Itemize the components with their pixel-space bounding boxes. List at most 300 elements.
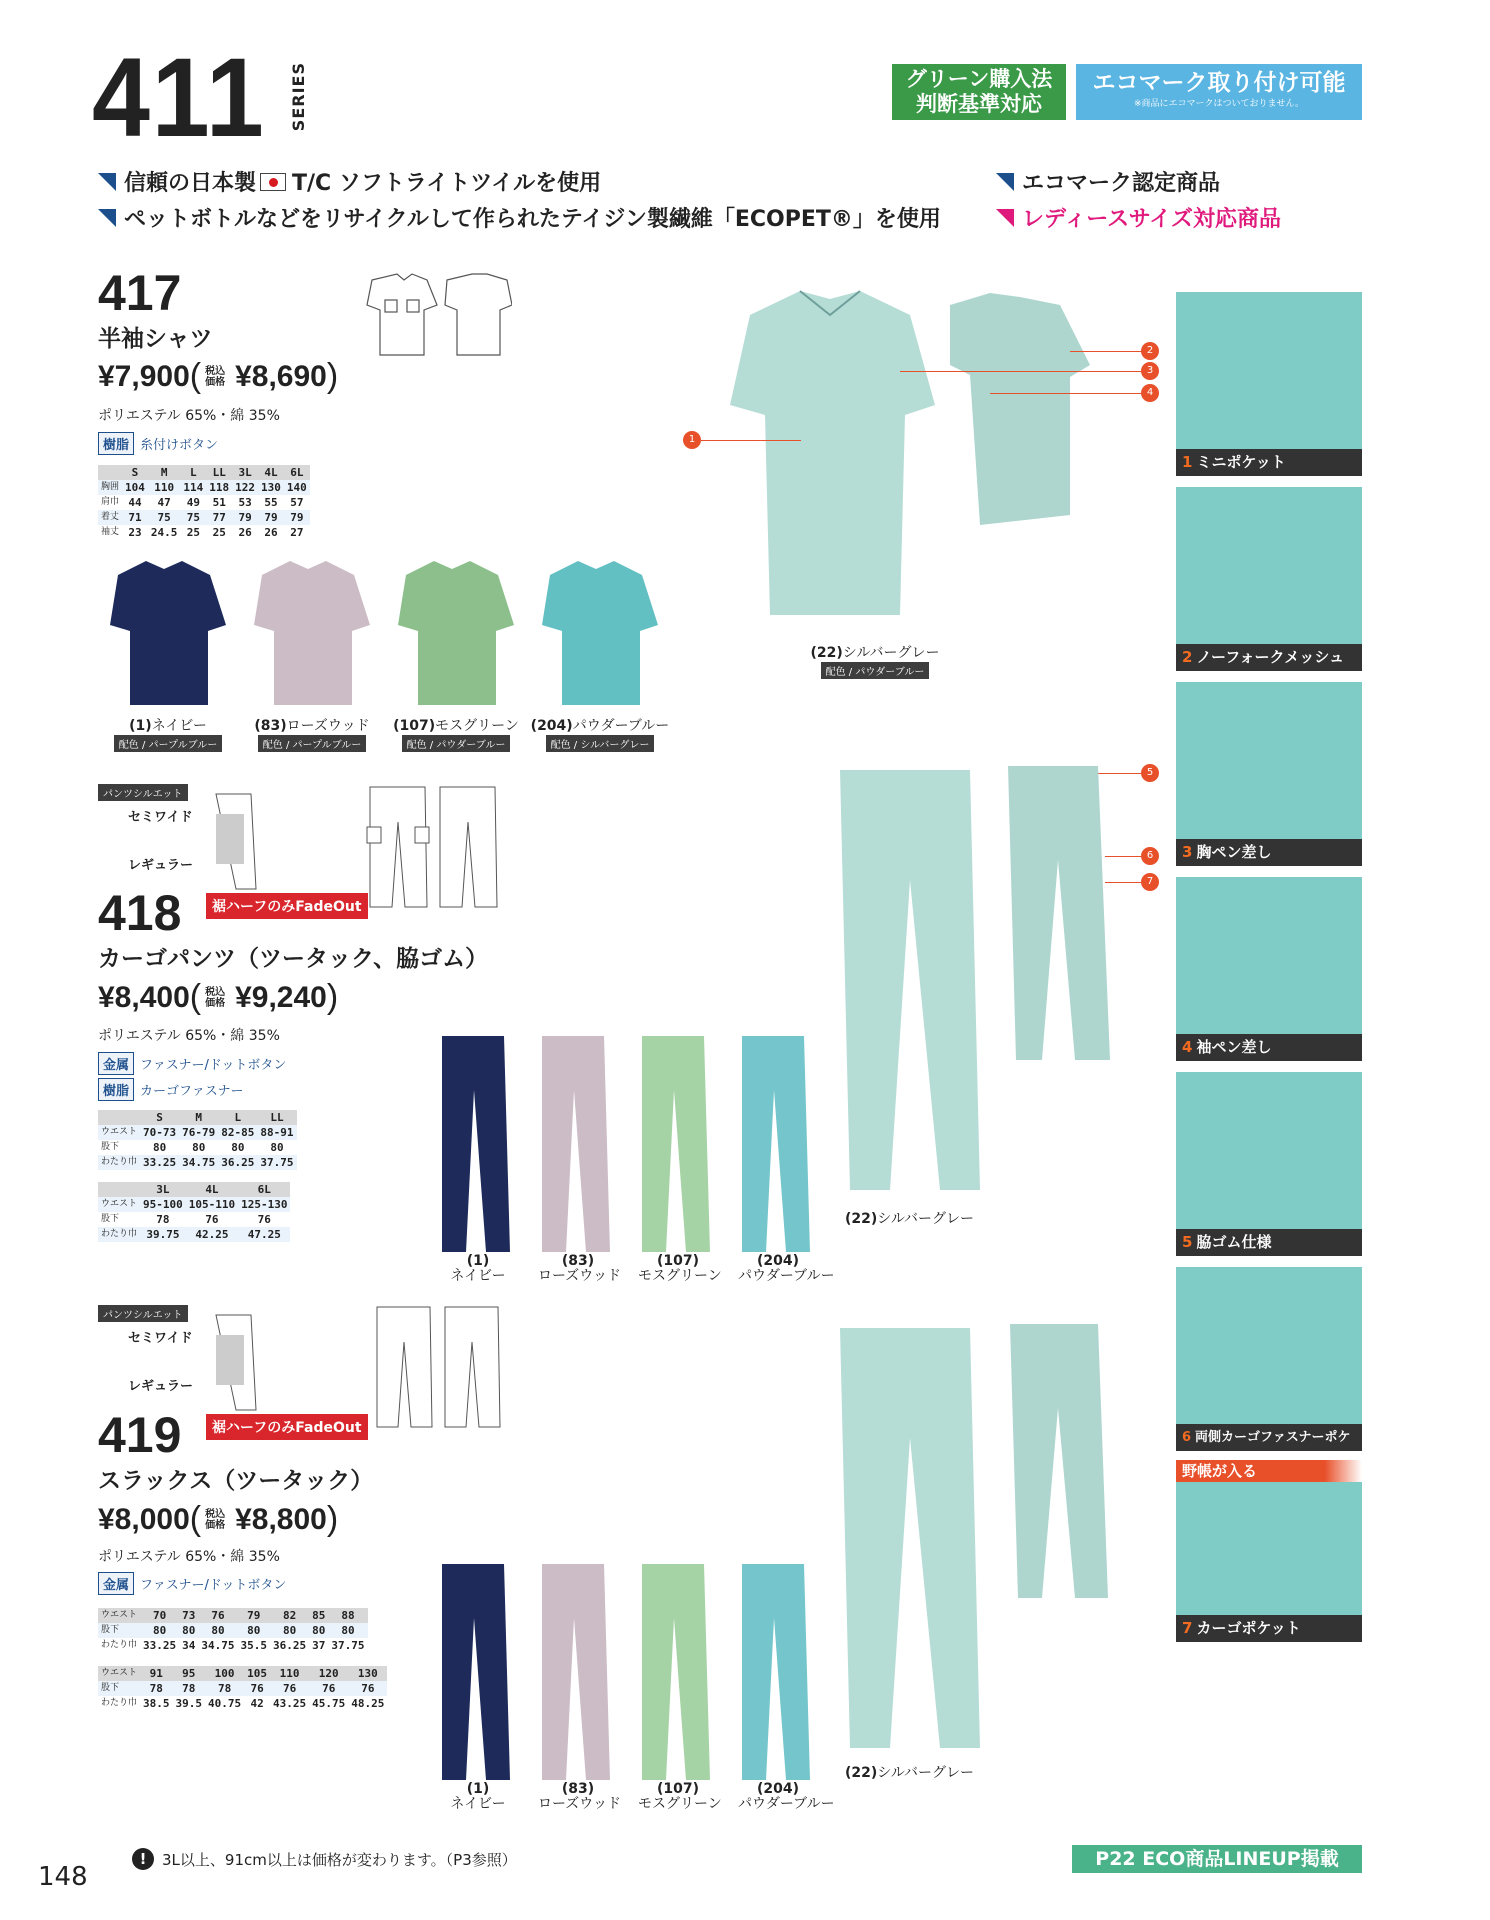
cell: 42.25 bbox=[186, 1227, 238, 1242]
cell: 130 bbox=[348, 1666, 387, 1681]
feature-text: T/C ソフトライトツイルを使用 bbox=[292, 171, 602, 196]
cell: 105 bbox=[244, 1666, 270, 1681]
cell: S bbox=[140, 1110, 179, 1125]
silhouette-regular: レギュラー bbox=[128, 1379, 194, 1394]
color-code: (83) bbox=[561, 1781, 595, 1797]
callout-5: 5 bbox=[1141, 764, 1159, 782]
cell: 114 bbox=[180, 480, 206, 495]
cell: 80 bbox=[198, 1623, 237, 1638]
pants418-color-3 bbox=[638, 1253, 722, 1284]
cell: 78 bbox=[205, 1681, 244, 1696]
table-row bbox=[98, 1182, 290, 1197]
cell: 80 bbox=[309, 1623, 328, 1638]
color-code: (204) bbox=[756, 1781, 800, 1797]
tag-label: 樹脂 bbox=[98, 432, 134, 455]
feature-text: エコマーク認定商品 bbox=[1022, 171, 1221, 196]
pants418-color-4 bbox=[738, 1253, 835, 1284]
price-base: ¥7,900 bbox=[98, 359, 190, 393]
cell: 36.25 bbox=[273, 1639, 307, 1652]
cell: 股下 bbox=[98, 1140, 140, 1155]
product-419-tag-1 bbox=[98, 1572, 286, 1595]
cell: 38.5 bbox=[143, 1697, 170, 1710]
cell: 76 bbox=[205, 1213, 219, 1226]
cell: わたり巾 bbox=[98, 1638, 140, 1653]
product-417-tag bbox=[98, 432, 218, 455]
callout-line bbox=[900, 371, 1141, 372]
color-code: (22) bbox=[845, 1211, 878, 1227]
fadeout-tag-419: 裾ハーフのみFadeOut bbox=[206, 1414, 368, 1440]
main-color-418 bbox=[845, 1208, 1015, 1228]
color-code: (1) bbox=[466, 1781, 490, 1797]
cell: 34.75 bbox=[179, 1155, 218, 1170]
series-label: SERIES bbox=[289, 62, 308, 132]
cell: 4L bbox=[186, 1182, 238, 1197]
cell: 80 bbox=[152, 1141, 167, 1154]
color-name: シルバーグレー bbox=[842, 645, 940, 661]
price-tax: ¥8,690 bbox=[235, 359, 327, 393]
cell: 40.75 bbox=[208, 1697, 242, 1710]
tag-text: カーゴファスナー bbox=[140, 1084, 244, 1099]
product-417-name: 半袖シャツ bbox=[98, 326, 213, 352]
cell: 45.75 bbox=[312, 1697, 346, 1710]
table-row bbox=[98, 465, 310, 480]
table-row bbox=[98, 1623, 368, 1638]
table-row bbox=[98, 1681, 387, 1696]
cell: 33.25 bbox=[140, 1155, 179, 1170]
tag-text: ファスナー/ドットボタン bbox=[140, 1578, 287, 1593]
detail-caption bbox=[1176, 449, 1362, 476]
cell: 75 bbox=[148, 510, 181, 525]
color-code: (1) bbox=[466, 1253, 490, 1269]
cell: 76 bbox=[244, 1681, 270, 1696]
cell: 80 bbox=[140, 1623, 179, 1638]
detail-label: ノーフォークメッシュ bbox=[1196, 648, 1345, 666]
product-418-silhouette bbox=[98, 784, 268, 894]
series-number: 411 bbox=[92, 35, 266, 160]
color-name: モスグリーン bbox=[435, 718, 519, 734]
cell: 85 bbox=[309, 1608, 328, 1623]
detail-panel-2 bbox=[1176, 487, 1362, 671]
green-purchase-badge bbox=[892, 64, 1066, 120]
trim-color: 配色 / シルバーグレー bbox=[546, 735, 655, 752]
cell: 88-91 bbox=[257, 1125, 296, 1140]
product-417-material: ポリエステル 65%・綿 35% bbox=[98, 408, 280, 424]
footer-note-text: 3L以上、91cm以上は価格が変わります。（P3参照） bbox=[162, 1850, 517, 1869]
pants419-color-4 bbox=[738, 1781, 835, 1812]
color-code: (107) bbox=[656, 1781, 700, 1797]
shirt-color-swatches bbox=[98, 555, 698, 715]
tax-label: 税込価格 bbox=[205, 365, 226, 388]
cell: 76 bbox=[309, 1681, 348, 1696]
tag-text: ファスナー/ドットボタン bbox=[140, 1058, 287, 1073]
pants419-color-1 bbox=[438, 1782, 518, 1812]
green-badge-line2: 判断基準対応 bbox=[916, 92, 1042, 116]
detail-number: 5 bbox=[1182, 1233, 1193, 1251]
detail-caption bbox=[1176, 1424, 1362, 1451]
color-code: (107) bbox=[393, 718, 436, 734]
cell: 118 bbox=[206, 480, 232, 495]
cell: S bbox=[122, 465, 148, 480]
cell: ウエスト bbox=[98, 1125, 140, 1140]
product-418-size-table-2 bbox=[98, 1182, 290, 1242]
cell: M bbox=[148, 465, 181, 480]
shirt-diagram-icon bbox=[352, 270, 512, 362]
page-number: 148 bbox=[38, 1862, 88, 1892]
table-row bbox=[98, 1212, 290, 1227]
detail-number: 1 bbox=[1182, 453, 1193, 471]
cell: 23 bbox=[128, 526, 142, 539]
silhouette-semiwide: セミワイド bbox=[128, 810, 193, 825]
cell: 82-85 bbox=[218, 1125, 257, 1140]
cell: 43.25 bbox=[273, 1697, 307, 1710]
cell bbox=[98, 465, 122, 480]
cell: 78 bbox=[140, 1681, 173, 1696]
color-label-rosewood bbox=[242, 715, 382, 752]
cell: 76 bbox=[198, 1608, 237, 1623]
cell: 79 bbox=[232, 510, 258, 525]
cell: 140 bbox=[284, 480, 310, 495]
detail-number: 6 bbox=[1182, 1430, 1192, 1445]
color-name: シルバーグレー bbox=[877, 1765, 974, 1781]
shirt-mossgreen bbox=[398, 561, 514, 705]
cell: 53 bbox=[238, 496, 252, 509]
product-419-silhouette bbox=[98, 1305, 268, 1415]
callout-3: 3 bbox=[1141, 362, 1159, 380]
detail-number: 7 bbox=[1182, 1619, 1193, 1637]
cell: 80 bbox=[238, 1623, 271, 1638]
callout-line bbox=[701, 440, 801, 441]
color-name: ネイビー bbox=[450, 1796, 506, 1812]
cell: 76 bbox=[348, 1681, 387, 1696]
footer-price-note bbox=[132, 1848, 517, 1870]
detail-caption bbox=[1176, 1229, 1362, 1256]
cell: 37.75 bbox=[257, 1155, 296, 1170]
feature-ladies bbox=[996, 202, 1281, 233]
slacks-main-image bbox=[830, 1318, 1120, 1758]
table-row bbox=[98, 525, 310, 540]
cell: 76 bbox=[270, 1681, 309, 1696]
shirt-powderblue bbox=[542, 561, 658, 705]
cell: 80 bbox=[179, 1623, 198, 1638]
cell bbox=[98, 1182, 140, 1197]
product-418-number: 418 bbox=[98, 885, 182, 941]
cell: 57 bbox=[290, 496, 304, 509]
color-label-powderblue bbox=[530, 715, 670, 752]
product-418-size-table-1 bbox=[98, 1110, 297, 1170]
feature-ecomark bbox=[996, 166, 1220, 197]
exclamation-icon: ! bbox=[132, 1848, 154, 1870]
slacks-diagram-icon bbox=[375, 1302, 505, 1432]
main-color-419 bbox=[845, 1762, 1015, 1782]
cell: LL bbox=[206, 465, 232, 480]
main-color-417 bbox=[775, 642, 975, 679]
cell: 3L bbox=[140, 1182, 186, 1197]
pants418-color-1 bbox=[438, 1254, 518, 1284]
cell: 42 bbox=[250, 1697, 264, 1710]
cell: 80 bbox=[328, 1623, 367, 1638]
product-417-size-table bbox=[98, 465, 310, 540]
color-name: シルバーグレー bbox=[877, 1211, 974, 1227]
cell: 26 bbox=[238, 526, 252, 539]
cargo-pants-diagram-icon bbox=[365, 782, 505, 912]
ecomark-note: ※商品にエコマークはついておりません。 bbox=[1133, 99, 1305, 109]
detail-panel-7 bbox=[1176, 1482, 1362, 1642]
product-419-number: 419 bbox=[98, 1407, 182, 1463]
cell: LL bbox=[257, 1110, 296, 1125]
pants418-color-2 bbox=[538, 1253, 622, 1284]
cell: 105-110 bbox=[186, 1197, 238, 1212]
callout-7: 7 bbox=[1141, 873, 1159, 891]
detail-caption bbox=[1176, 1034, 1362, 1061]
table-row bbox=[98, 1155, 297, 1170]
leg-silhouette-icon bbox=[206, 784, 266, 894]
cell: 47.25 bbox=[238, 1227, 290, 1242]
table-row bbox=[98, 495, 310, 510]
color-name: ネイビー bbox=[450, 1268, 506, 1284]
cell: 79 bbox=[284, 510, 310, 525]
cell: 35.5 bbox=[240, 1639, 268, 1652]
silhouette-semiwide: セミワイド bbox=[128, 1331, 193, 1346]
cell: 80 bbox=[270, 1623, 309, 1638]
color-name: パウダーブルー bbox=[738, 1268, 835, 1284]
cell: 77 bbox=[206, 510, 232, 525]
cell: 着丈 bbox=[98, 510, 122, 525]
triangle-bullet-icon bbox=[996, 209, 1014, 227]
cell: 70 bbox=[140, 1608, 179, 1623]
cell: 122 bbox=[232, 480, 258, 495]
color-code: (83) bbox=[254, 718, 287, 734]
cell: 49 bbox=[186, 496, 200, 509]
product-417-price bbox=[98, 357, 338, 396]
cell: 88 bbox=[328, 1608, 367, 1623]
color-name: モスグリーン bbox=[638, 1268, 722, 1284]
cell: 47 bbox=[157, 496, 171, 509]
detail-number: 3 bbox=[1182, 843, 1193, 861]
paren-close: ) bbox=[326, 357, 339, 395]
feature-text: 信頼の日本製 bbox=[124, 171, 257, 196]
cell: 130 bbox=[258, 480, 284, 495]
price-tax: ¥9,240 bbox=[235, 980, 327, 1014]
price-base: ¥8,400 bbox=[98, 980, 190, 1014]
leg-silhouette-icon bbox=[206, 1305, 266, 1415]
detail-caption bbox=[1176, 1615, 1362, 1642]
detail-label: カーゴポケット bbox=[1196, 1619, 1301, 1637]
detail-caption bbox=[1176, 839, 1362, 866]
tag-label: 金属 bbox=[98, 1572, 134, 1595]
trim-color: 配色 / パウダーブルー bbox=[402, 735, 511, 752]
color-code: (204) bbox=[756, 1253, 800, 1269]
table-row bbox=[98, 510, 310, 525]
color-code: (107) bbox=[656, 1253, 700, 1269]
table-row bbox=[98, 1125, 297, 1140]
color-name: ローズウッド bbox=[538, 1796, 622, 1812]
cell: 6L bbox=[284, 465, 310, 480]
cell: 26 bbox=[264, 526, 278, 539]
callout-line bbox=[990, 393, 1141, 394]
cell: わたり巾 bbox=[98, 1227, 140, 1242]
color-name: ネイビー bbox=[151, 718, 207, 734]
table-row bbox=[98, 1666, 387, 1681]
cell: 袖丈 bbox=[98, 525, 122, 540]
detail-panel-6 bbox=[1176, 1267, 1362, 1451]
paren-open: ( bbox=[189, 1500, 202, 1538]
product-418-price bbox=[98, 978, 338, 1017]
tax-label: 税込価格 bbox=[205, 986, 226, 1009]
detail-label: 胸ペン差し bbox=[1196, 843, 1272, 861]
color-code: (83) bbox=[561, 1253, 595, 1269]
color-code: (204) bbox=[530, 718, 573, 734]
cell: 24.5 bbox=[150, 526, 178, 539]
cell: 37.75 bbox=[331, 1639, 365, 1652]
detail-caption bbox=[1176, 644, 1362, 671]
cell: わたり巾 bbox=[98, 1155, 140, 1170]
cell: 91 bbox=[140, 1666, 173, 1681]
product-418-material: ポリエステル 65%・綿 35% bbox=[98, 1028, 280, 1044]
cell: 4L bbox=[258, 465, 284, 480]
detail-label: 袖ペン差し bbox=[1196, 1038, 1272, 1056]
table-row bbox=[98, 1140, 297, 1155]
color-code: (22) bbox=[810, 645, 843, 661]
cell: 76-79 bbox=[179, 1125, 218, 1140]
cell: 71 bbox=[122, 510, 148, 525]
silhouette-title: パンツシルエット bbox=[98, 1305, 188, 1322]
cell: 44 bbox=[128, 496, 142, 509]
shirt-main-image bbox=[690, 285, 1130, 645]
callout-4: 4 bbox=[1141, 384, 1159, 402]
tag-label: 樹脂 bbox=[98, 1078, 134, 1101]
detail-panel-1 bbox=[1176, 292, 1362, 476]
price-tax: ¥8,800 bbox=[235, 1502, 327, 1536]
detail-label: ミニポケット bbox=[1196, 453, 1286, 471]
paren-open: ( bbox=[189, 357, 202, 395]
cell: 76 bbox=[257, 1213, 271, 1226]
cell: 25 bbox=[186, 526, 200, 539]
color-name: パウダーブルー bbox=[738, 1796, 835, 1812]
color-label-mossgreen bbox=[386, 715, 526, 752]
cell: 70-73 bbox=[140, 1125, 179, 1140]
table-row bbox=[98, 1197, 290, 1212]
cell: 82 bbox=[270, 1608, 309, 1623]
trim-color: 配色 / パープルブルー bbox=[114, 735, 222, 752]
feature-ecopet bbox=[98, 202, 941, 233]
cell: 25 bbox=[212, 526, 226, 539]
cell: 80 bbox=[192, 1141, 206, 1154]
product-419-name: スラックス（ツータック） bbox=[98, 1468, 374, 1494]
triangle-bullet-icon bbox=[98, 173, 116, 191]
cell: 34.75 bbox=[201, 1639, 235, 1652]
table-row bbox=[98, 1227, 290, 1242]
product-418-tag-2 bbox=[98, 1078, 244, 1101]
cell: 78 bbox=[156, 1213, 170, 1226]
trim-color: 配色 / パウダーブルー bbox=[821, 662, 930, 679]
detail-label: 両側カーゴファスナーポケ bbox=[1195, 1430, 1351, 1445]
color-label-navy bbox=[98, 715, 238, 752]
callout-line bbox=[1070, 351, 1141, 352]
color-name: ローズウッド bbox=[286, 718, 370, 734]
color-name: ローズウッド bbox=[538, 1268, 622, 1284]
cell: 股下 bbox=[98, 1623, 140, 1638]
cell: 34 bbox=[182, 1639, 196, 1652]
cell: 79 bbox=[258, 510, 284, 525]
table-row bbox=[98, 1696, 387, 1711]
cell: 3L bbox=[232, 465, 258, 480]
detail-number: 2 bbox=[1182, 648, 1193, 666]
paren-close: ) bbox=[326, 978, 339, 1016]
cell: ウエスト bbox=[98, 1197, 140, 1212]
cell: 55 bbox=[264, 496, 278, 509]
detail-label: 脇ゴム仕様 bbox=[1196, 1233, 1272, 1251]
callout-2: 2 bbox=[1141, 342, 1159, 360]
cell: L bbox=[180, 465, 206, 480]
cell: 110 bbox=[148, 480, 181, 495]
table-row bbox=[98, 1608, 368, 1623]
cell: 股下 bbox=[98, 1681, 140, 1696]
shirt-navy bbox=[110, 561, 226, 705]
japan-flag-icon bbox=[260, 173, 286, 191]
cell: 39.5 bbox=[175, 1697, 203, 1710]
shirt-rosewood bbox=[254, 561, 370, 705]
color-code: (22) bbox=[845, 1765, 878, 1781]
detail-panel-5 bbox=[1176, 1072, 1362, 1256]
cell: 110 bbox=[270, 1666, 309, 1681]
detail-panel-4 bbox=[1176, 877, 1362, 1061]
pants419-color-3 bbox=[638, 1781, 722, 1812]
paren-open: ( bbox=[189, 978, 202, 1016]
field-note-tag: 野帳が入る bbox=[1176, 1460, 1362, 1482]
cargo-pants-colors bbox=[438, 1030, 848, 1260]
cell bbox=[98, 1110, 140, 1125]
cell: 80 bbox=[231, 1141, 245, 1154]
ecomark-title: エコマーク取り付け可能 bbox=[1092, 70, 1346, 96]
cargo-pants-main-image bbox=[830, 760, 1120, 1200]
cell: 120 bbox=[309, 1666, 348, 1681]
cell: 79 bbox=[238, 1608, 271, 1623]
product-418-name: カーゴパンツ（ツータック、脇ゴム） bbox=[98, 946, 489, 972]
cell: 股下 bbox=[98, 1212, 140, 1227]
cell: 39.75 bbox=[140, 1227, 186, 1242]
eco-lineup-badge: P22 ECO商品LINEUP掲載 bbox=[1072, 1845, 1362, 1873]
cell: 125-130 bbox=[238, 1197, 290, 1212]
silhouette-title: パンツシルエット bbox=[98, 784, 188, 801]
price-base: ¥8,000 bbox=[98, 1502, 190, 1536]
product-419-size-table-1 bbox=[98, 1608, 368, 1653]
feature-text: レディースサイズ対応商品 bbox=[1022, 207, 1281, 232]
triangle-bullet-icon bbox=[98, 209, 116, 227]
color-code: (1) bbox=[129, 718, 152, 734]
cell: 95-100 bbox=[140, 1197, 186, 1212]
triangle-bullet-icon bbox=[996, 173, 1014, 191]
ecomark-badge bbox=[1076, 64, 1362, 120]
cell: L bbox=[218, 1110, 257, 1125]
feature-made-in-japan bbox=[98, 166, 601, 197]
green-badge-line1: グリーン購入法 bbox=[905, 67, 1053, 91]
pants419-color-2 bbox=[538, 1781, 622, 1812]
cell: 48.25 bbox=[351, 1697, 385, 1710]
cell: 75 bbox=[180, 510, 206, 525]
cell: 33.25 bbox=[143, 1639, 177, 1652]
color-name: モスグリーン bbox=[638, 1796, 722, 1812]
product-418-tag-1 bbox=[98, 1052, 286, 1075]
cell: 100 bbox=[205, 1666, 244, 1681]
cell: わたり巾 bbox=[98, 1696, 140, 1711]
cell: 肩巾 bbox=[98, 495, 122, 510]
trim-color: 配色 / パープルブルー bbox=[258, 735, 366, 752]
cell: 95 bbox=[173, 1666, 206, 1681]
cell: 73 bbox=[179, 1608, 198, 1623]
silhouette-regular: レギュラー bbox=[128, 858, 194, 873]
color-name: パウダーブルー bbox=[572, 718, 670, 734]
cell: 6L bbox=[238, 1182, 290, 1197]
